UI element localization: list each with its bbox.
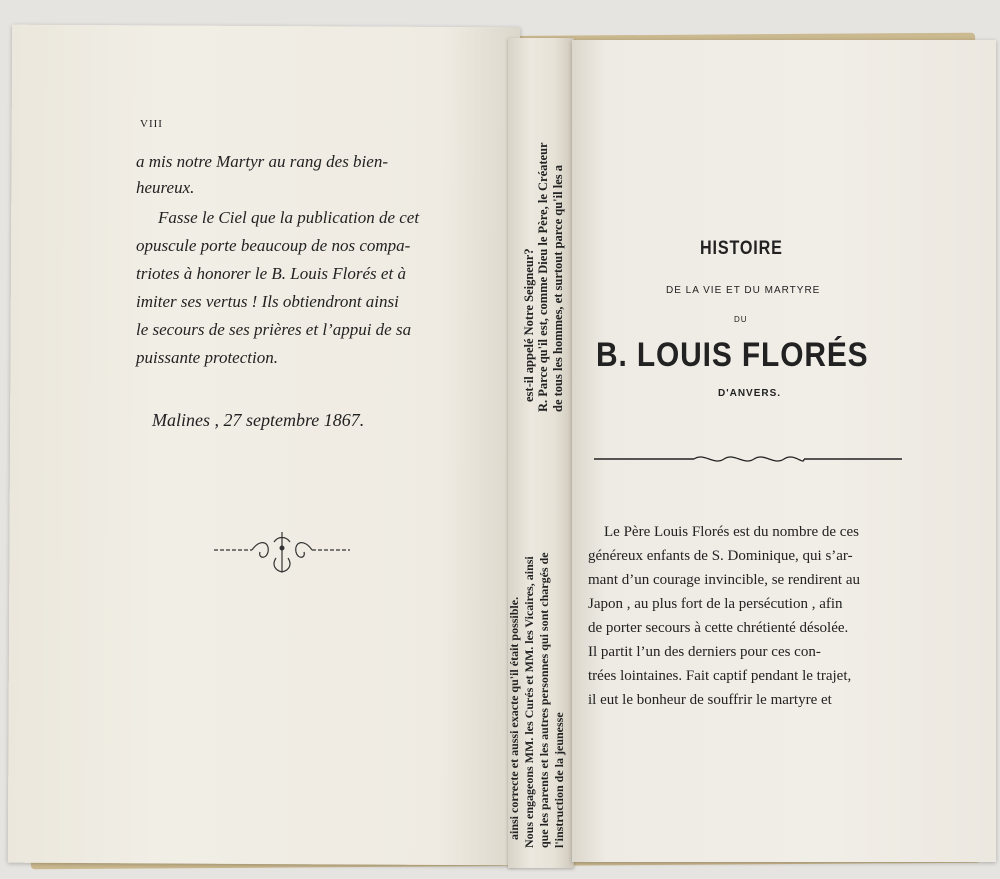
left-line-3: Fasse le Ciel que la publication de cet bbox=[158, 208, 420, 227]
spine-line-4: ainsi correcte et aussi exacte qu'il était possible. bbox=[507, 596, 521, 840]
ornamental-divider bbox=[594, 452, 904, 466]
left-line-7: le secours de ses prières et l’appui de sa bbox=[136, 320, 412, 339]
spine-line-5: Nous engageons MM. les Curés et MM. les Vicaires, ainsi bbox=[522, 556, 536, 848]
body-line-7: trées lointaines. Fait captif pendant le trajet, bbox=[588, 668, 852, 684]
page-number: VIII bbox=[140, 118, 163, 130]
martyr-name: B. LOUIS FLORÉS bbox=[596, 336, 869, 374]
body-line-5: de porter secours à cette chrétienté désolée. bbox=[588, 620, 849, 636]
body-line-1: Le Père Louis Florés est du nombre de ces bbox=[604, 524, 859, 540]
spine-line-6: que les parents et les autres personnes qui sont chargés de bbox=[537, 552, 551, 848]
subtitle-line-1: DE LA VIE ET DU MARTYRE bbox=[666, 285, 821, 296]
left-line-1: a mis notre Martyr au rang des bien- bbox=[136, 152, 388, 171]
right-page bbox=[572, 40, 996, 862]
page-title: HISTOIRE bbox=[700, 238, 783, 259]
left-line-6: imiter ses vertus ! Ils obtiendront ainsi bbox=[136, 292, 399, 311]
left-line-4: opuscule porte beaucoup de nos compa- bbox=[136, 236, 411, 255]
body-line-2: généreux enfants de S. Dominique, qui s’ar- bbox=[588, 548, 853, 564]
spine-line-2: R. Parce qu'il est, comme Dieu le Père, le Créateur bbox=[536, 142, 550, 412]
body-line-3: mant d’un courage invincible, se rendirent au bbox=[588, 572, 860, 588]
left-line-8: puissante protection. bbox=[136, 348, 278, 367]
body-line-4: Japon , au plus fort de la persécution , afin bbox=[588, 596, 843, 612]
spine-line-7: l'instruction de la jeunesse bbox=[552, 712, 566, 848]
left-page bbox=[8, 25, 520, 866]
left-line-2: heureux. bbox=[136, 178, 195, 197]
subtitle-line-2: DU bbox=[734, 315, 748, 324]
left-line-5: triotes à honorer le B. Louis Florés et à bbox=[136, 264, 406, 283]
origin-label: D'ANVERS. bbox=[718, 388, 782, 399]
signature-date: Malines , 27 septembre 1867. bbox=[152, 410, 365, 430]
spine-line-3: de tous les hommes, et surtout parce qu'il les a bbox=[551, 165, 565, 412]
body-line-6: Il partit l’un des derniers pour ces con- bbox=[588, 644, 821, 660]
body-line-8: il eut le bonheur de souffrir le martyre et bbox=[588, 692, 832, 708]
spine-line-1: est-il appelé Notre Seigneur? bbox=[522, 248, 536, 402]
fleuron-ornament bbox=[212, 528, 352, 578]
